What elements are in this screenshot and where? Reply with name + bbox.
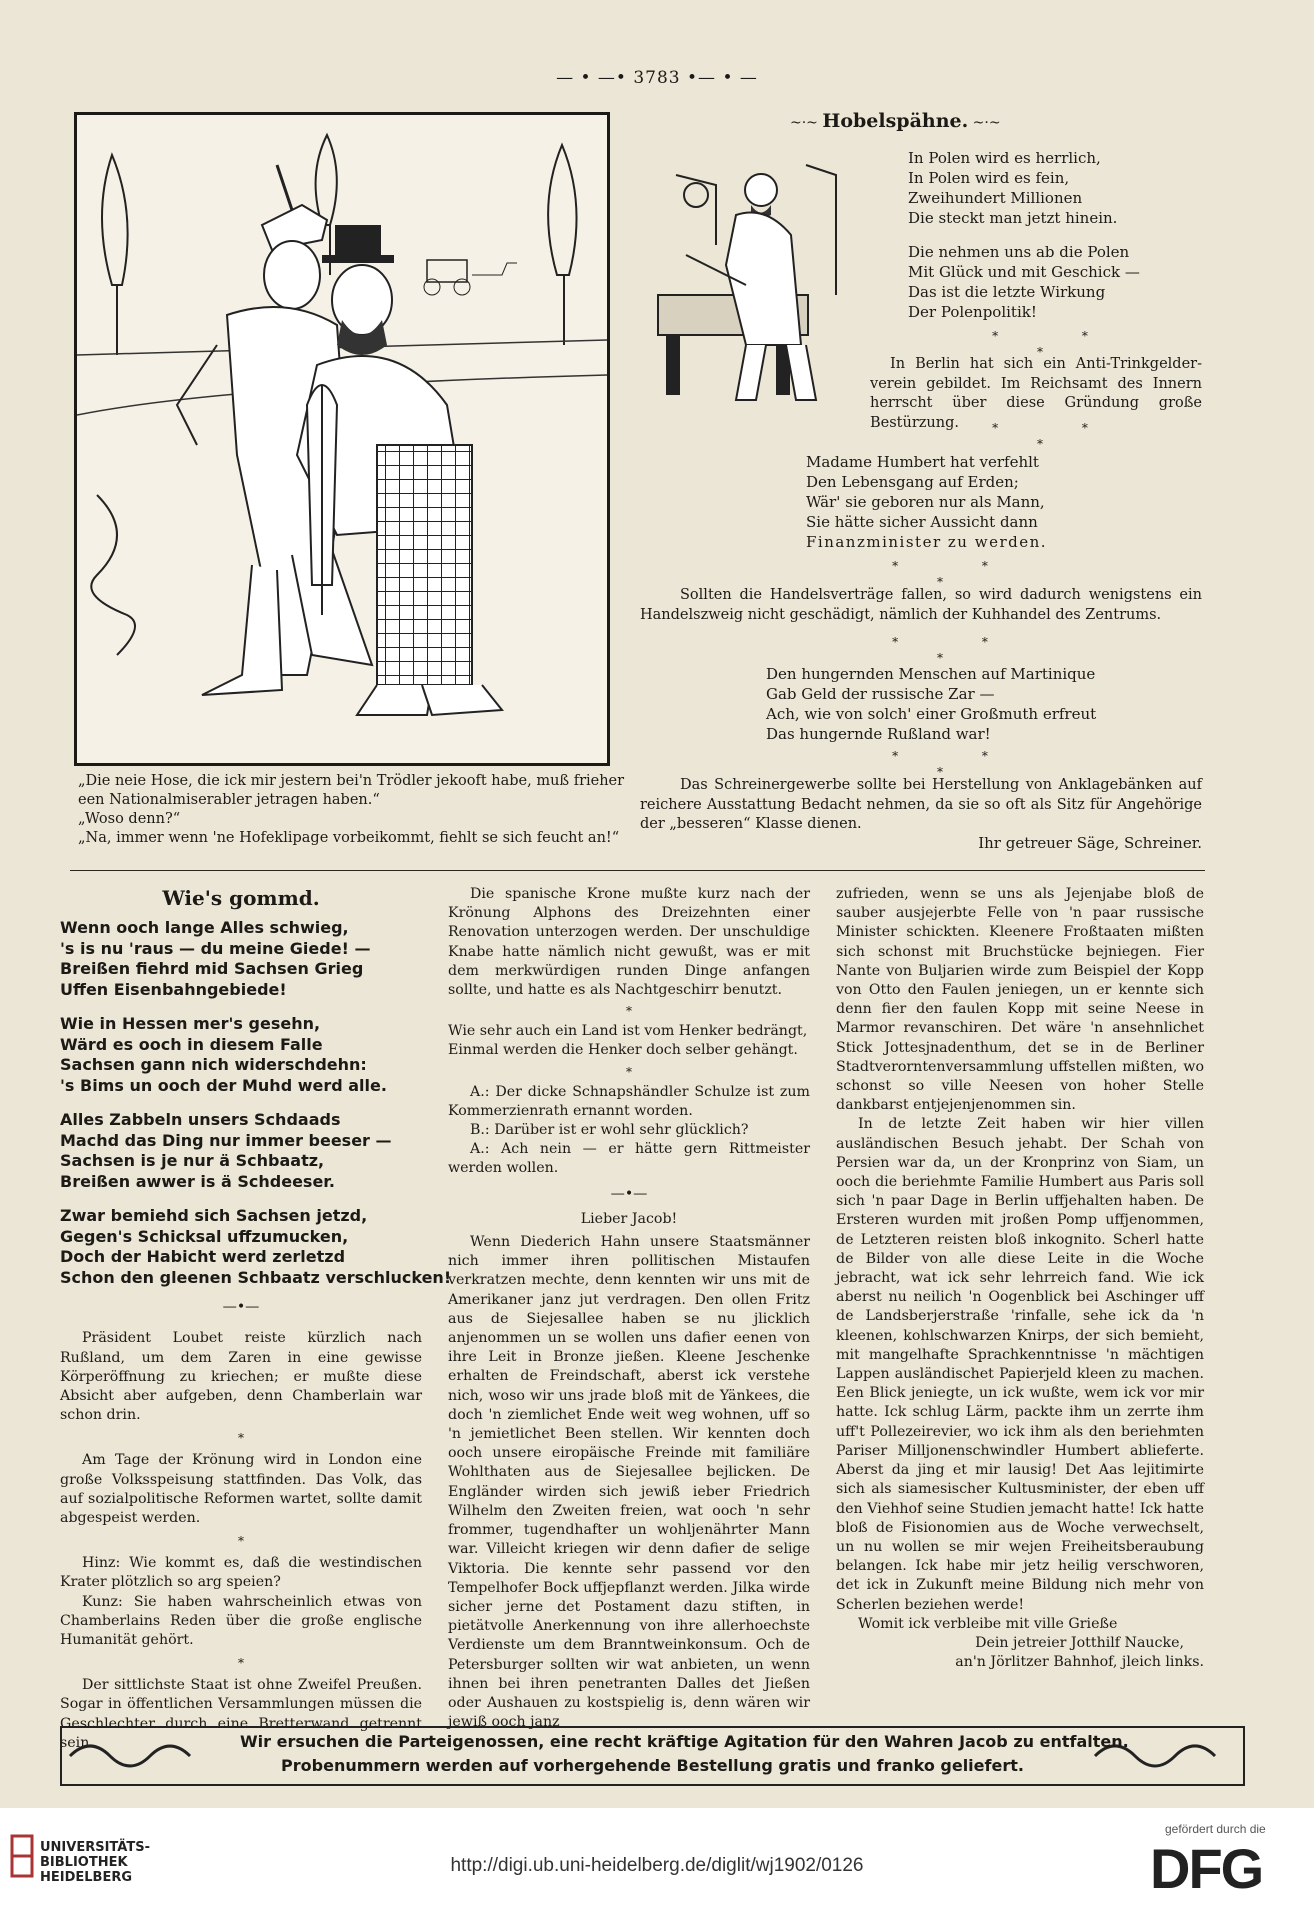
carpenter-drawing (656, 145, 842, 411)
separator-stars: * * * (892, 749, 1028, 779)
verse-line: In Polen wird es herrlich, (908, 149, 1101, 167)
cartoon-drawing (77, 115, 607, 763)
page-number: — • —• 3783 •— • — (556, 68, 758, 88)
separator-star: * (626, 1004, 632, 1019)
verse-line: Die nehmen uns ab die Polen (908, 243, 1130, 261)
verse-line: Finanzminister zu werden. (806, 533, 1048, 551)
footer-notice (60, 1726, 1245, 1786)
divider: —•— (222, 1299, 260, 1316)
verse-line: Zweihundert Millionen (908, 189, 1083, 207)
verse-line: Uffen Eisenbahngebiede! (60, 979, 287, 999)
institution-line: BIBLIOTHEK (40, 1855, 128, 1870)
institution-line: HEIDELBERG (40, 1870, 133, 1885)
dfg-logo: DFG (1150, 1837, 1263, 1900)
verse-line: Wär' sie geboren nur als Mann, (806, 493, 1045, 511)
letter-salutation: Lieber Jacob! (580, 1210, 678, 1227)
verse-line: Mit Glück und mit Geschick — (908, 263, 1140, 281)
col1-para-3: Hinz: Wie kommt es, daß die westindischen Krater plötzlich so arg speien? (60, 1555, 422, 1591)
section-rule (70, 870, 1205, 871)
hobel-para-3 (640, 776, 1202, 835)
verse-line: In Polen wird es fein, (908, 169, 1070, 187)
col1-para-2: Am Tage der Krönung wird in London eine große Volksspeisung stattfinden. Das Volk, das auf sozialpolitische Reformen wartet, sollte damit abgespeist werden. (60, 1452, 422, 1527)
hobel-stanza-1 (908, 148, 1117, 228)
footer-line-1: Wir ersuchen die Parteigenossen, eine recht kräftige Agitation für den Wahren Jacob zu entfalten. (240, 1732, 1129, 1751)
cartoon-caption (60, 772, 630, 848)
hobel-para-1-text: In Berlin hat sich ein Anti-Trinkgelder-verein gebildet. Im Reichsamt des Innern herrscht über diese Gründung große Bestürzung. (870, 356, 1202, 431)
verse-line: Zwar bemiehd sich Sachsen jetzd, (60, 1206, 368, 1226)
verse-line: Das ist die letzte Wirkung (908, 283, 1106, 301)
separator-star: * (238, 1431, 244, 1446)
hobel-signature: Ihr getreuer Säge, Schreiner. (978, 834, 1202, 852)
col3-para-3: Womit ick verbleibe mit ville Grieße (858, 1615, 1118, 1632)
separator-stars: * * * (892, 635, 1028, 665)
verse-line: Den hungernden Menschen auf Martinique (766, 665, 1096, 683)
verse-line: Den Lebensgang auf Erden; (806, 473, 1019, 491)
hobel-para-2 (640, 586, 1202, 625)
verse-line: Wärd es ooch in diesem Falle (60, 1034, 323, 1054)
sponsor-label: gefördert durch die (1165, 1822, 1266, 1836)
col2-para-1: Die spanische Krone mußte kurz nach der Krönung Alphons des Dreizehnten einer Renovation unterzogen werden. Der unschuldige Knabe hatte nämlich nicht gewußt, was er mit dem merkwürdigen runden Dinge anfangen sollte, und hatte es als Nachtgeschirr benutzt. (448, 886, 810, 999)
separator-stars: * * * (992, 421, 1128, 451)
verse-line: Wie in Hessen mer's gesehn, (60, 1014, 321, 1034)
verse-line: Das hungernde Rußland war! (766, 725, 991, 743)
verse-line: 's is nu 'raus — du meine Giede! — (60, 938, 371, 958)
cartoon-illustration (74, 112, 610, 766)
col2-verse-line: Einmal werden die Henker doch selber gehängt. (448, 1042, 798, 1059)
col2-para-4: A.: Ach nein — er hätte gern Rittmeister werden wollen. (448, 1141, 810, 1177)
verse-line: Doch der Habicht werd zerletzd (60, 1247, 346, 1267)
column-2 (448, 885, 810, 1732)
col1-para-4: Kunz: Sie haben wahrscheinlich etwas von Chamberlains Reden über die große englische Humanität gehört. (60, 1593, 422, 1649)
col3-para-2: In de letzte Zeit haben wir hier villen ausländischen Besuch jehabt. Der Schah von Persien war da, un der Kronprinz von Siam, un ooch die beriehmte Familie Humbert aus Paris soll sich 'n paar Dage in Berlin uffjehalten haben. De Ersteren wurden mit jroßen Pomp uffjenommen, de Letzteren reisten bloß inkognito. Scherl hatte de Bilder von alle diese Leite in die Woche jebracht, wat ick sehr lehrreich fand. Wie ick aberst nu neilich 'n Oogenblick bei Aschinger uff de Landsberjerstraße 'rinfalle, sehe ick da 'n kleenen, kohlschwarzen Knirps, der sich bemieht, mit mangelhafte Sprachkenntnisse 'n mächtigen Lappen ausländischet Papierjeld kleen zu machen. Een Blick jeniegte, un ick wußte, wem ick vor mir hatte. Ick schlug Lärm, packte ihm un zerrte ihm uff't Pollezeirevier, wo ick ihm als den beriehmten Pariser Milljonenschwindler Humbert ablieferte. Aberst da jing et mir lausig! Det Aas lejitimirte sich als siamesischer Kultusminister, der eben uff den Viehhof seine Studien jemacht hatte! Ick hatte bloß de Fisionomien aus de Woche verwechselt, un nu wollen se mir wejen Freiheitsberaubung belangen. Ick habe mir jetz heilig verschworen, det ick in Zukunft meine Bildung nich mehr von Scherlen beziehen werde! (836, 1116, 1204, 1613)
separator-star: * (238, 1534, 244, 1549)
caption-line-3: „Na, immer wenn 'ne Hofeklipage vorbeikommt, fiehlt se sich feucht an!“ (78, 830, 620, 846)
separator-star: * (238, 1656, 244, 1671)
col2-para-3: B.: Darüber ist er wohl sehr glücklich? (470, 1122, 749, 1139)
caption-line-1: „Die neie Hose, die ick mir jestern bei'n Trödler jekooft habe, muß frieher een Nationalmiserabler jetragen haben.“ (78, 773, 625, 808)
hobel-stanza-4 (766, 664, 1096, 744)
hobel-para-2-text: Sollten die Handelsverträge fallen, so wird dadurch wenigstens ein Handelszweig nicht geschädigt, nämlich der Kuhhandel des Zentrums. (640, 587, 1202, 623)
col2-para-2: A.: Der dicke Schnapshändler Schulze ist zum Kommerzienrath ernannt worden. (448, 1083, 810, 1119)
letter-signature-1: Dein jetreier Jotthilf Naucke, (975, 1634, 1184, 1651)
hobel-stanza-2 (908, 242, 1140, 322)
verse-line: Wenn ooch lange Alles schwieg, (60, 918, 349, 938)
verse-line: Breißen awwer is ä Schdeeser. (60, 1171, 335, 1191)
verse-line: Sachsen gann nich widerschdehn: (60, 1055, 367, 1075)
separator-star: * (626, 1064, 632, 1079)
col3-para-1: zufrieden, wenn se uns als Jejenjabe bloß de sauber ausjejerbte Felle von 'n paar russische Minister schickten. Kleenere Froßtaaten mißten sich schonst mit Bruchstücke bejniegen. Fier Nante von Buljarien wirde zum Beispiel der Kopp von Otto den Faulen jeniegen, un er kennte sich denn fier den faulen Kopp mit seine Neese in Marmor revanschiren. Det wäre 'n ansehnlichet Stick Jottesjnadenthum, det se in de Berliner Stadtverorntenversammlung uffstellen mißten, wo schonst so ville Neesen von hoher Stelle dankbarst entjejenjenommen sin. (836, 886, 1204, 1114)
source-url[interactable]: http://digi.ub.uni-heidelberg.de/diglit/wj1902/0126 (450, 1855, 864, 1876)
verse-line: 's Bims un ooch der Muhd werd alle. (60, 1075, 387, 1095)
separator-stars: * * * (992, 329, 1128, 359)
letter-body: Wenn Diederich Hahn unsere Staatsmänner nich immer ihren pollitischen Mistaufen verkratzen mechte, denn kennten wir uns mit de Amerikaner janz jut verdragen. Den ollen Fritz aus de Siejesallee haben se nu jlicklich anjenommen un se wollen uns dafier eenen von ihre Leit in Bronze jießen. Kleene Jeschenke erhalten de Freindschaft, aberst ick verstehe nich, woso wir uns jrade bloß mit de Yänkees, die doch 'n ziemlichet Ende weit weg wohnen, uff so 'n jemietlichet Been stellen. Wir kennten doch ooch unsere eiropäische Freinde mit familiäre Wohlthaten aus de Siejesallee bejlicken. De Engländer wirden sich jewiß ieber Friedrich Wilhelm den Zweiten freien, wat ooch 'n sehr frommer, tugendhafter un wohljenährter Mann war. Villeicht kriegen wir denn dafier de selige Viktoria. Die kennte sehr passend vor den Tempelhofer Bock uffjepflanzt werden. Jilka wirde sicher jerne det Postament dazu stiften, in pietätvolle Anerkennung von ihre allerhoechste Verdienste um dem Branntweinkonsum. Och de Petersburger sollten wir wat anbieten, un wenn ihnen bei ihren penetranten Dalles det Jießen oder Aushauen zu kostspielig is, denn wären wir jewiß ooch janz (448, 1234, 810, 1731)
footer-line-2: Probenummern werden auf vorhergehende Bestellung gratis und franko geliefert. (281, 1756, 1024, 1775)
hobel-para-3-text: Das Schreinergewerbe sollte bei Herstellung von Anklagebänken auf reichere Ausstattung Bedacht nehmen, da sie so oft als Sitz für Angehörige der „besseren“ Klasse dienen. (640, 777, 1202, 832)
institution-line: UNIVERSITÄTS- (40, 1840, 150, 1855)
verse-line: Ach, wie von solch' einer Großmuth erfreut (766, 705, 1097, 723)
verse-line: Schon den gleenen Schbaatz verschlucken! (60, 1267, 452, 1287)
verse-line: Breißen fiehrd mid Sachsen Grieg (60, 959, 364, 979)
col2-verse-line: Wie sehr auch ein Land ist vom Henker bedrängt, (448, 1023, 808, 1040)
wies-gommd-poem (60, 918, 452, 1288)
verse-line: Der Polenpolitik! (908, 303, 1037, 321)
verse-line: Alles Zabbeln unsers Schdaads (60, 1110, 341, 1130)
verse-line: Sie hätte sicher Aussicht dann (806, 513, 1038, 531)
wies-gommd-title: Wie's gommd. (162, 886, 320, 910)
hobel-stanza-3 (806, 452, 1047, 552)
col1-para-5: Der sittlichste Staat ist ohne Zweifel Preußen. Sogar in öffentlichen Versammlungen müssen die Geschlechter durch eine Bretterwand getrennt sein. (60, 1677, 422, 1751)
column-3 (836, 885, 1204, 1672)
divider: —•— (610, 1185, 648, 1202)
col1-para-1: Präsident Loubet reiste kürzlich nach Rußland, um dem Zaren in eine gewisse Körperöffnung zu kriechen; er mußte diese Absicht aber aufgeben, denn Chamberlain war schon drin. (60, 1330, 422, 1424)
verse-line: Machd das Ding nur immer beeser — (60, 1130, 392, 1150)
caption-line-2: „Woso denn?“ (78, 811, 181, 827)
verse-line: Die steckt man jetzt hinein. (908, 209, 1118, 227)
verse-line: Sachsen is je nur ä Schbaatz, (60, 1151, 325, 1171)
hobel-title: ~·~ Hobelspähne. ~·~ (790, 110, 1001, 132)
verse-line: Madame Humbert hat verfehlt (806, 453, 1039, 471)
verse-line: Gab Geld der russische Zar — (766, 685, 995, 703)
column-1 (60, 885, 452, 1753)
verse-line: Gegen's Schicksal uffzumucken, (60, 1226, 349, 1246)
separator-stars: * * * (892, 559, 1028, 589)
letter-signature-2: an'n Jörlitzer Bahnhof, jleich links. (955, 1654, 1204, 1671)
carpenter-woodcut (656, 145, 842, 411)
